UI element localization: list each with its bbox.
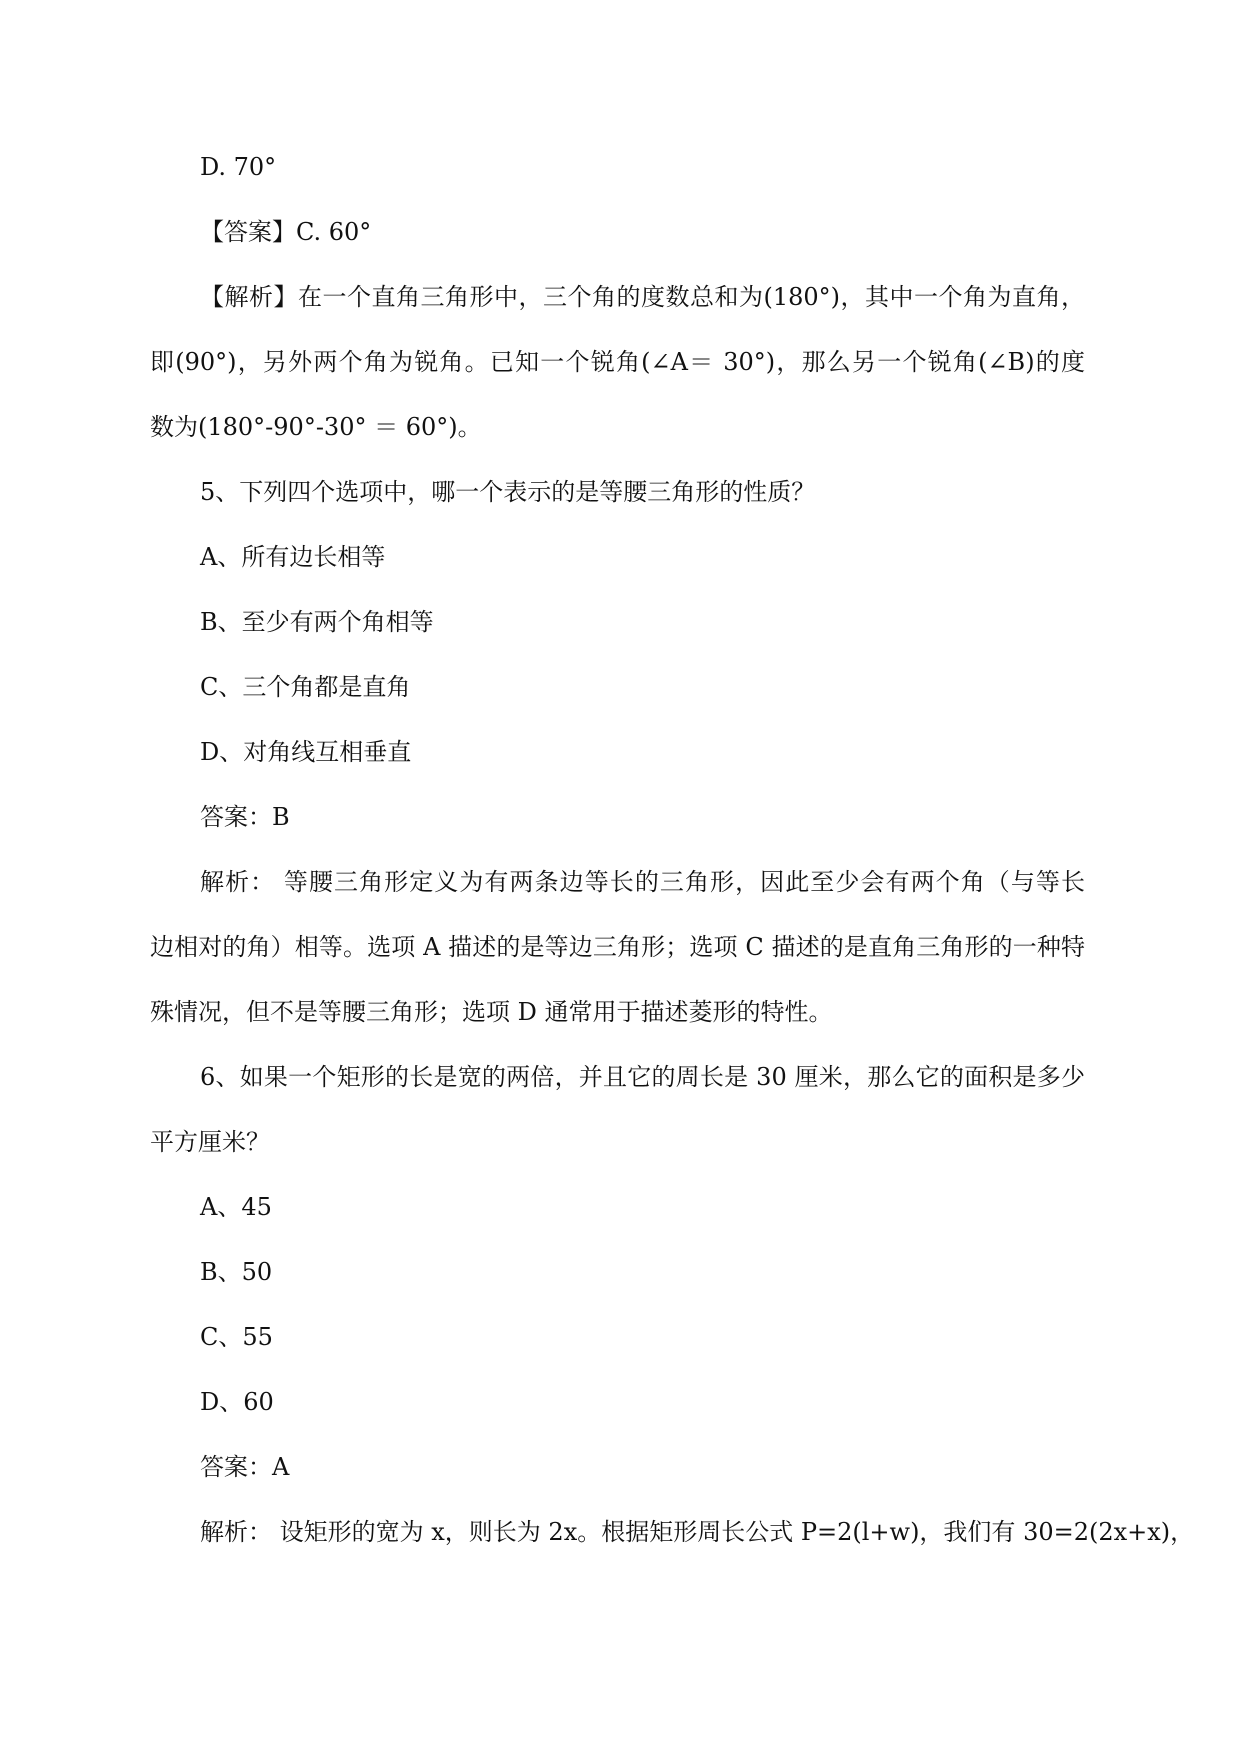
q5-analysis-line-1: 解析： 等腰三角形定义为有两条边等长的三角形，因此至少会有两个角（与等长 <box>200 868 1085 896</box>
q6-option-b: B、50 <box>200 1258 273 1286</box>
q4-analysis-line-1: 【解析】在一个直角三角形中，三个角的度数总和为(180°)，其中一个角为直角， <box>200 283 1085 311</box>
q5-option-c: C、三个角都是直角 <box>200 673 411 701</box>
q4-analysis-line-2: 即(90°)，另外两个角为锐角。已知一个锐角(∠A＝ 30°)，那么另一个锐角(∠B)的度 <box>150 348 1085 376</box>
q4-analysis-line-3: 数为(180°-90°-30° ＝ 60°)。 <box>150 413 482 441</box>
q6-option-a: A、45 <box>200 1193 272 1221</box>
q4-option-d: D. 70° <box>200 153 277 181</box>
q5-question: 5、下列四个选项中，哪一个表示的是等腰三角形的性质？ <box>200 478 816 506</box>
q6-analysis-line-1: 解析： 设矩形的宽为 x，则长为 2x。根据矩形周长公式 P=2(l+w)，我们有 30=2(2x+x)， <box>200 1518 1195 1546</box>
q6-option-d: D、60 <box>200 1388 274 1416</box>
q6-question-line-1: 6、如果一个矩形的长是宽的两倍，并且它的周长是 30 厘米，那么它的面积是多少 <box>200 1063 1085 1091</box>
q5-option-b: B、至少有两个角相等 <box>200 608 434 636</box>
q5-analysis-line-2: 边相对的角）相等。选项 A 描述的是等边三角形；选项 C 描述的是直角三角形的一种特 <box>150 933 1085 961</box>
q5-option-d: D、对角线互相垂直 <box>200 738 412 766</box>
q6-option-c: C、55 <box>200 1323 273 1351</box>
q4-answer: 【答案】C. 60° <box>200 218 372 246</box>
q6-question-line-2: 平方厘米？ <box>150 1128 270 1156</box>
q5-analysis-line-3: 殊情况，但不是等腰三角形；选项 D 通常用于描述菱形的特性。 <box>150 998 833 1026</box>
q5-option-a: A、所有边长相等 <box>200 543 386 571</box>
q6-answer: 答案：A <box>200 1453 290 1481</box>
q5-answer: 答案：B <box>200 803 290 831</box>
